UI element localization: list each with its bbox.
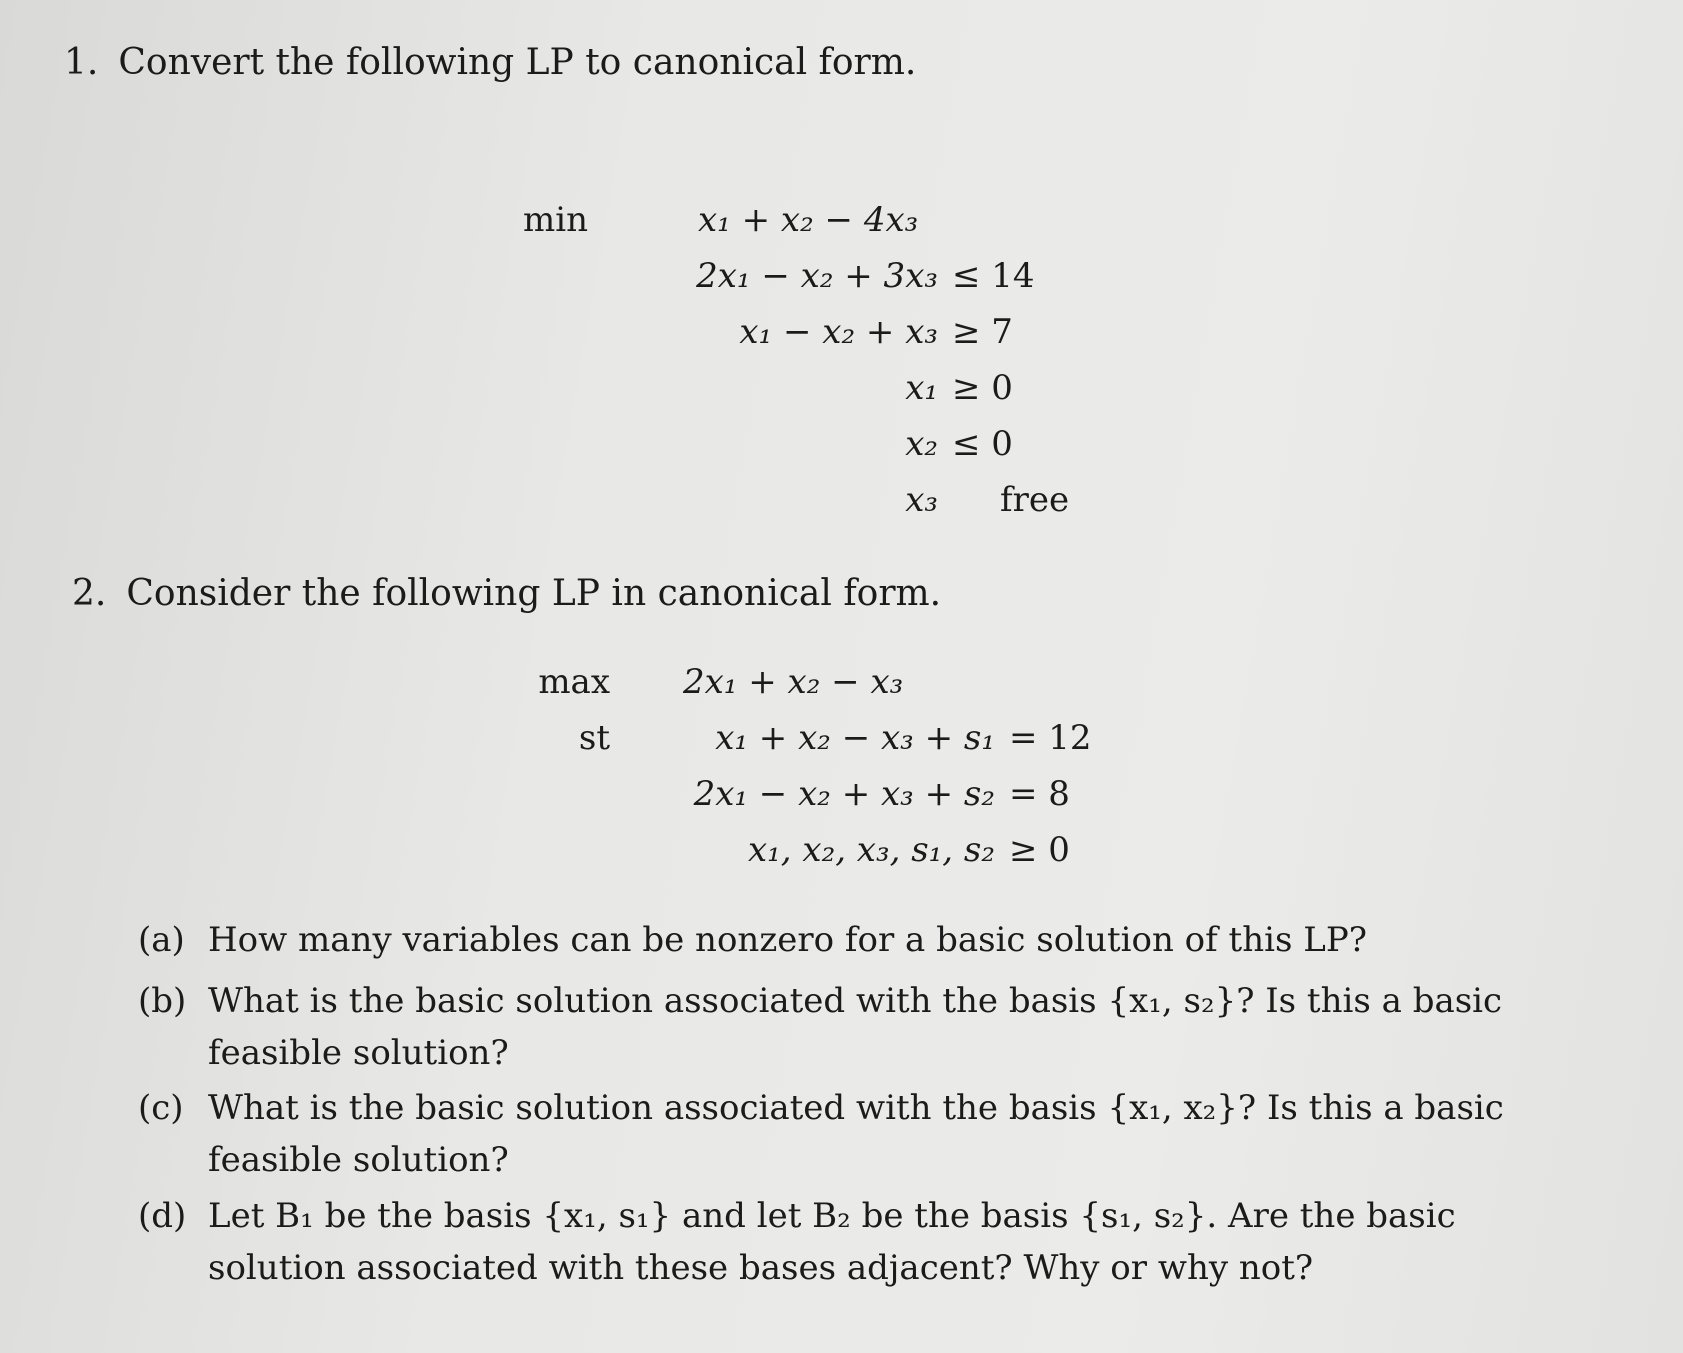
part-text: What is the basic solution associated with the basis {x₁, x₂}? Is this a basic feasible solution?	[208, 1088, 1504, 1180]
lp-1-constraint-lhs: x₂	[905, 424, 938, 464]
lp-1-constraint-rhs: ≤ 14	[952, 256, 1035, 296]
lp-1-constraint-lhs: x₃	[905, 480, 938, 520]
lp-1-constraint-lhs: x₁	[905, 368, 938, 408]
question-2-heading	[72, 573, 941, 614]
lp-1-constraint-rhs: ≥ 7	[952, 312, 1013, 352]
lp-2-constraint-lhs: 2x₁ − x₂ + x₃ + s₂	[693, 774, 995, 814]
part-label: (b)	[138, 981, 187, 1021]
part-label: (d)	[138, 1196, 187, 1236]
question-2-number: 2.	[72, 573, 107, 614]
part-text: What is the basic solution associated with the basis {x₁, s₂}? Is this a basic feasible solution?	[208, 981, 1503, 1073]
part-text: Let B₁ be the basis {x₁, s₁} and let B₂ be the basis {s₁, s₂}. Are the basic solution associated with these bases adjacent? Why or why not?	[208, 1196, 1456, 1288]
lp-2-constraint-lhs: x₁, x₂, x₃, s₁, s₂	[747, 830, 995, 870]
part-label: (a)	[138, 920, 185, 960]
question-2-text: Consider the following LP in canonical form.	[126, 573, 942, 614]
lp-1-constraint-lhs: x₁ − x₂ + x₃	[739, 312, 938, 352]
lp-2-objective: 2x₁ + x₂ − x₃	[683, 662, 904, 702]
lp-2-constraint-lhs: x₁ + x₂ − x₃ + s₁	[715, 718, 995, 758]
lp-2-constraint-rhs: = 12	[1009, 718, 1092, 758]
lp-2-constraint-rhs: ≥ 0	[1009, 830, 1070, 870]
part-text: How many variables can be nonzero for a basic solution of this LP?	[208, 920, 1367, 960]
question-1-text: Convert the following LP to canonical form.	[118, 42, 917, 83]
lp-1-constraint-rhs: ≤ 0	[952, 424, 1013, 464]
part-label: (c)	[138, 1088, 184, 1128]
lp-1-objective: x₁ + x₂ − 4x₃	[698, 200, 919, 240]
lp-2-st-label: st	[578, 718, 610, 758]
lp-1-min-label: min	[522, 200, 588, 240]
question-1-number: 1.	[64, 42, 99, 83]
lp-2-constraint-rhs: = 8	[1009, 774, 1070, 814]
question-1-heading	[64, 42, 916, 83]
lp-2-max-label: max	[538, 662, 610, 702]
lp-1-constraint-rhs: ≥ 0	[952, 368, 1013, 408]
lp-1-constraint-lhs: 2x₁ − x₂ + 3x₃	[696, 256, 938, 296]
lp-1-constraint-rhs: free	[1000, 480, 1070, 520]
